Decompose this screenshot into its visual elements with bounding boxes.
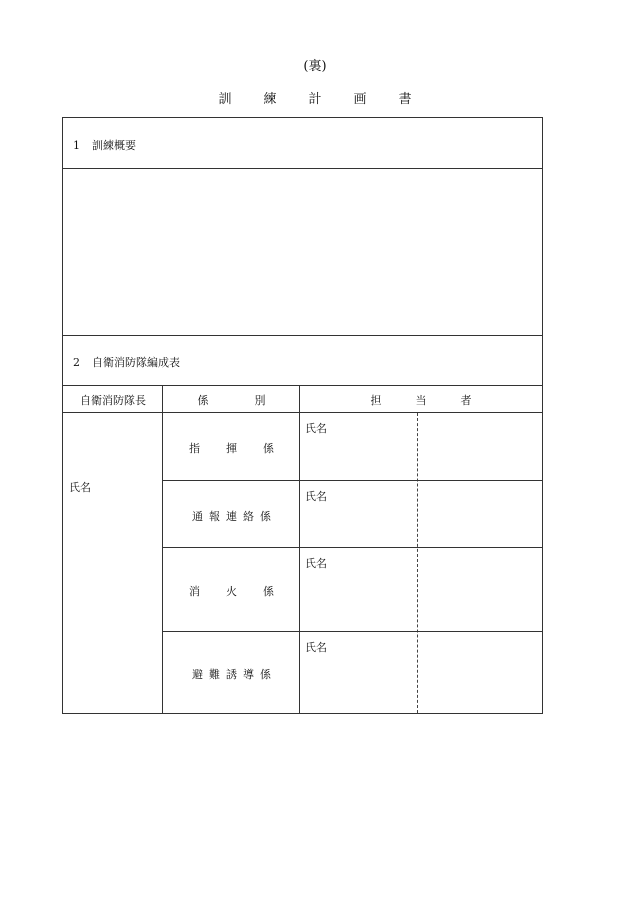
section1-heading bbox=[73, 137, 136, 153]
title-char: 訓 bbox=[218, 92, 232, 107]
section2-heading bbox=[73, 354, 180, 370]
title-char: 計 bbox=[308, 92, 322, 107]
role-char: 報 bbox=[209, 510, 220, 523]
leader-name-label: 氏名 bbox=[69, 481, 91, 494]
row1-bottom-line bbox=[162, 480, 542, 481]
section1-label: 訓練概要 bbox=[92, 139, 136, 152]
row3-bottom-line bbox=[162, 631, 542, 632]
header-leader: 自衛消防隊長 bbox=[80, 394, 146, 407]
row2-name-label: 氏名 bbox=[305, 490, 327, 503]
table-header-bottom-line bbox=[63, 412, 542, 413]
role-char: 通 bbox=[192, 510, 203, 523]
row2-bottom-line bbox=[162, 547, 542, 548]
title-char: 書 bbox=[398, 92, 412, 107]
role-char: 消 bbox=[189, 585, 200, 598]
column-divider-leader bbox=[162, 385, 163, 713]
section2-top-divider bbox=[63, 335, 542, 336]
role-char: 係 bbox=[263, 442, 274, 455]
title-char: 練 bbox=[263, 92, 277, 107]
role-char: 係 bbox=[260, 510, 271, 523]
back-side-label: (裏) bbox=[303, 59, 327, 74]
header-person-char: 当 bbox=[415, 394, 427, 407]
row3-name-label: 氏名 bbox=[305, 557, 327, 570]
role-char: 絡 bbox=[243, 510, 254, 523]
role-char: 誘 bbox=[226, 668, 237, 681]
training-plan-form bbox=[62, 117, 543, 714]
training-overview-area[interactable] bbox=[63, 169, 542, 335]
section1-number: 1 bbox=[73, 139, 80, 152]
role-char: 連 bbox=[226, 510, 237, 523]
role-char: 火 bbox=[226, 585, 237, 598]
role-char: 難 bbox=[209, 668, 220, 681]
section2-number: 2 bbox=[73, 356, 80, 369]
role-char: 指 bbox=[189, 442, 200, 455]
row1-name-label: 氏名 bbox=[305, 422, 327, 435]
title-char: 画 bbox=[353, 92, 367, 107]
header-role-char: 係 bbox=[197, 394, 209, 407]
column-divider-person-dotted bbox=[417, 413, 418, 713]
header-person-char: 担 bbox=[370, 394, 382, 407]
header-role-char: 別 bbox=[254, 394, 266, 407]
header-person bbox=[300, 392, 542, 408]
role-char: 避 bbox=[192, 668, 203, 681]
column-divider-role bbox=[299, 385, 300, 713]
role-char: 導 bbox=[243, 668, 254, 681]
role-evacuation bbox=[163, 666, 300, 682]
role-char: 揮 bbox=[226, 442, 237, 455]
header-role bbox=[163, 392, 300, 408]
header-person-char: 者 bbox=[460, 394, 472, 407]
row4-name-label: 氏名 bbox=[305, 641, 327, 654]
role-char: 係 bbox=[260, 668, 271, 681]
document-title bbox=[0, 88, 630, 107]
role-char: 係 bbox=[263, 585, 274, 598]
role-reporting bbox=[163, 508, 300, 524]
section2-label: 自衛消防隊編成表 bbox=[92, 356, 180, 369]
table-header-top-line bbox=[63, 385, 542, 386]
role-command bbox=[163, 440, 300, 456]
role-firefighting bbox=[163, 583, 300, 599]
